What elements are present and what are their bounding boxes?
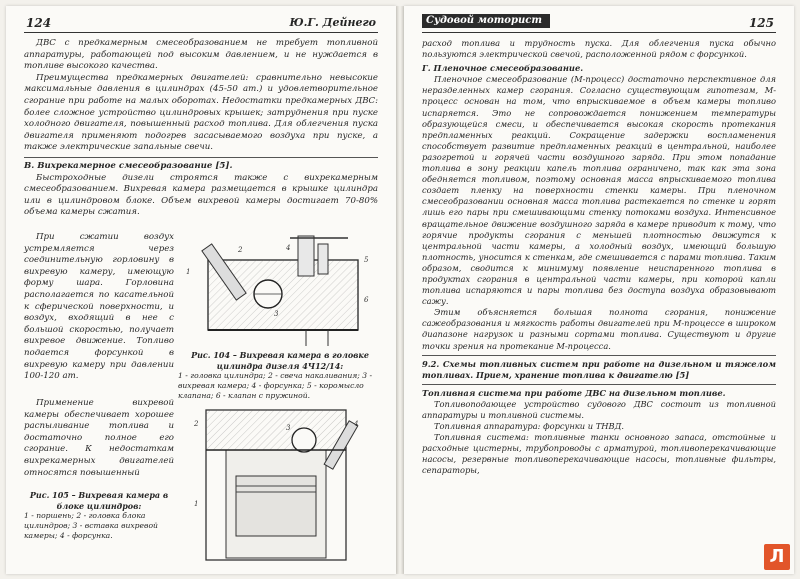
section-divider-2 xyxy=(422,355,776,356)
book-gutter xyxy=(396,6,404,574)
right-page xyxy=(404,6,794,574)
section-g-paragraph-2: Этим объясняется большая полнота сгорания, понижение сажеобразования и мягкость работы двигателей при М-процессе в широком диапазоне нагрузок и разными сортами топлива. Существуют и другие точки зрения на протекание М-процесса. xyxy=(422,307,776,351)
left-page xyxy=(6,6,396,574)
figure-104-legend: 1 - головка цилиндра; 2 - свеча накаливания; 3 - вихревая камера; 4 - форсунка; 5 - коромысло клапана; 6 - клапан с пружиной. xyxy=(178,371,373,400)
left-page-number: 124 xyxy=(26,16,52,30)
left-top-text xyxy=(24,38,378,219)
intro-paragraph-2: Преимущества предкамерных двигателей: сравнительно невысокие максимальные давления в цилиндрах (45-50 ат.) и удовлетворительное сгорание при работе на малых оборотах. Недостатки предкамерных ДВС: более сложное устройство цилиндровых крышек; затруднения при пуске холодного двигателя, повышенный расход топлива. Для облегчения пуска двигателя применяют подогрев засасываемого воздуха при пуске, а также электрические запальные свечи. xyxy=(24,72,378,153)
svg-text:2: 2 xyxy=(238,246,243,254)
figure-104-caption xyxy=(178,350,382,401)
svg-text:1: 1 xyxy=(186,268,191,276)
svg-text:6: 6 xyxy=(364,296,369,304)
left-wrap-text-2 xyxy=(24,398,174,479)
right-page-header xyxy=(422,16,776,33)
figure-104-drawing xyxy=(178,232,382,348)
final-paragraph-1: Топливоподающее устройство судового ДВС состоит из топливной аппаратуры и топливной системы. xyxy=(422,398,776,420)
figure-105-title: Рис. 105 – Вихревая камера в блоке цилиндров: xyxy=(29,490,169,511)
svg-text:1: 1 xyxy=(194,500,199,508)
figure-105-caption xyxy=(24,490,174,541)
swirl-chamber-block-drawing xyxy=(186,406,382,564)
publisher-logo: Л xyxy=(764,544,790,570)
wrap-paragraph-1: При сжатии воздух устремляется через соединительную горловину в вихревую камеру, имеющую форму шара. Горловина располагается по касательной к сферической поверхности, и воздух, входящий в нее с большой скоростью, получает вихревое движение. Топливо подается форсункой в вихревую камеру при давлении 100-120 ат. xyxy=(24,232,174,382)
right-running-title: Судовой моторист xyxy=(422,14,550,28)
svg-text:4: 4 xyxy=(354,420,359,428)
subsection-title: Топливная система при работе ДВС на дизельном топливе. xyxy=(422,387,726,398)
right-body-text xyxy=(422,38,776,477)
svg-text:5: 5 xyxy=(364,256,369,264)
section-divider xyxy=(24,157,378,158)
figure-104-title: Рис. 104 – Вихревая камера в головке цилиндра дизеля 4Ч12/14: xyxy=(191,350,369,371)
section-b-paragraph: Быстроходные дизели строятся также с вихрекамерным смесеобразованием. Вихревая камера размещается в крышке цилиндра или в цилиндровом блоке. Объем вихревой камеры достигает 70-80% объема камеры сжатия. xyxy=(24,172,378,218)
right-page-number: 125 xyxy=(748,16,774,30)
left-running-title: Ю.Г. Дейнего xyxy=(289,16,376,29)
swirl-chamber-head-drawing xyxy=(178,232,382,348)
section-9-2-title: 9.2. Схемы топливных систем при работе на дизельном и тяжелом топливах. Прием, хранение топлива к двигателю [5] xyxy=(422,358,776,380)
section-g-paragraph-1: Пленочное смесеобразование (М-процесс) достаточно перспективное для неразделенных камер сгорания. Согласно существующим гипотезам, М-процесс основан на том, что впрыскиваемое в объем камеры топливо испаряется. Это не сопровождается понижением температуры образующейся смеси, и обеспечивается высокая скорость протекания предпламенных реакций. Сокращение задержки воспламенения способствует развитие предпламенных реакций в центральной, наиболее разогретой и горячей части воздушного заряда. При этом попадание топлива в зону реакции капель топлива ограничено, так как эта зона обедняется топливом, поэтому основная масса впрыскиваемого топлива создает пленку на поверхности стенки камеры. При пленочном смесеобразовании основная масса топлива растекается по стенке и горят лишь его пары при смешивающими стенку потоками воздуха. Интенсивное вращательное движение воздушного заряда в камере приводит к тому, что горячие продукты сгорания с меньшей плотностью движутся к центральной части камеры, а холодный воздух, имеющий большую плотность, уносится к стенкам, где смешивается с парами топлива. Таким образом, сводится к минимуму появление неиспаренного топлива в продуктах сгорания в центральной части камеры, при которой капли топлива испаряются и пары топлива без доступа воздуха образовывают сажу. xyxy=(422,74,776,307)
final-paragraph-3: Топливная система: топливные танки основного запаса, отстойные и расходные цистерны, трубопроводы с арматурой, топливоперекачивающие насосы, резервные топливоперекачивающие насосы, топливные фильтры, сепараторы, xyxy=(422,432,776,476)
wrap-paragraph-2: Применение вихревой камеры обеспечивает хорошее распыливание топлива и достаточно полное его сгорание. К недостаткам вихрекамерных двигателей относятся повышенный xyxy=(24,398,174,478)
svg-text:2: 2 xyxy=(194,420,199,428)
svg-text:4: 4 xyxy=(286,244,291,252)
section-divider-3 xyxy=(422,384,776,385)
section-b-title: В. Вихрекамерное смесеобразование [5]. xyxy=(24,160,233,171)
figure-105-drawing xyxy=(186,406,382,564)
figure-105-legend: 1 - поршень; 2 - головка блока цилиндров; 3 - вставка вихревой камеры; 4 - форсунка. xyxy=(24,511,158,540)
left-wrap-text-1 xyxy=(24,232,174,383)
section-g-title: Г. Пленочное смесеобразование. xyxy=(422,63,584,74)
svg-text:3: 3 xyxy=(286,424,291,432)
final-paragraph-2: Топливная аппаратура: форсунки и ТНВД. xyxy=(434,421,624,432)
right-top-paragraph: расход топлива и трудность пуска. Для облегчения пуска обычно пользуются электрической свечой, расположенной рядом с форсункой. xyxy=(422,38,776,60)
left-page-header xyxy=(24,16,378,33)
svg-text:3: 3 xyxy=(274,310,279,318)
intro-paragraph-1: ДВС с предкамерным смесеобразованием не требует топливной аппаратуры, работающей под высоким давлением, и не нуждается в топливе высокого качества. xyxy=(24,38,378,72)
